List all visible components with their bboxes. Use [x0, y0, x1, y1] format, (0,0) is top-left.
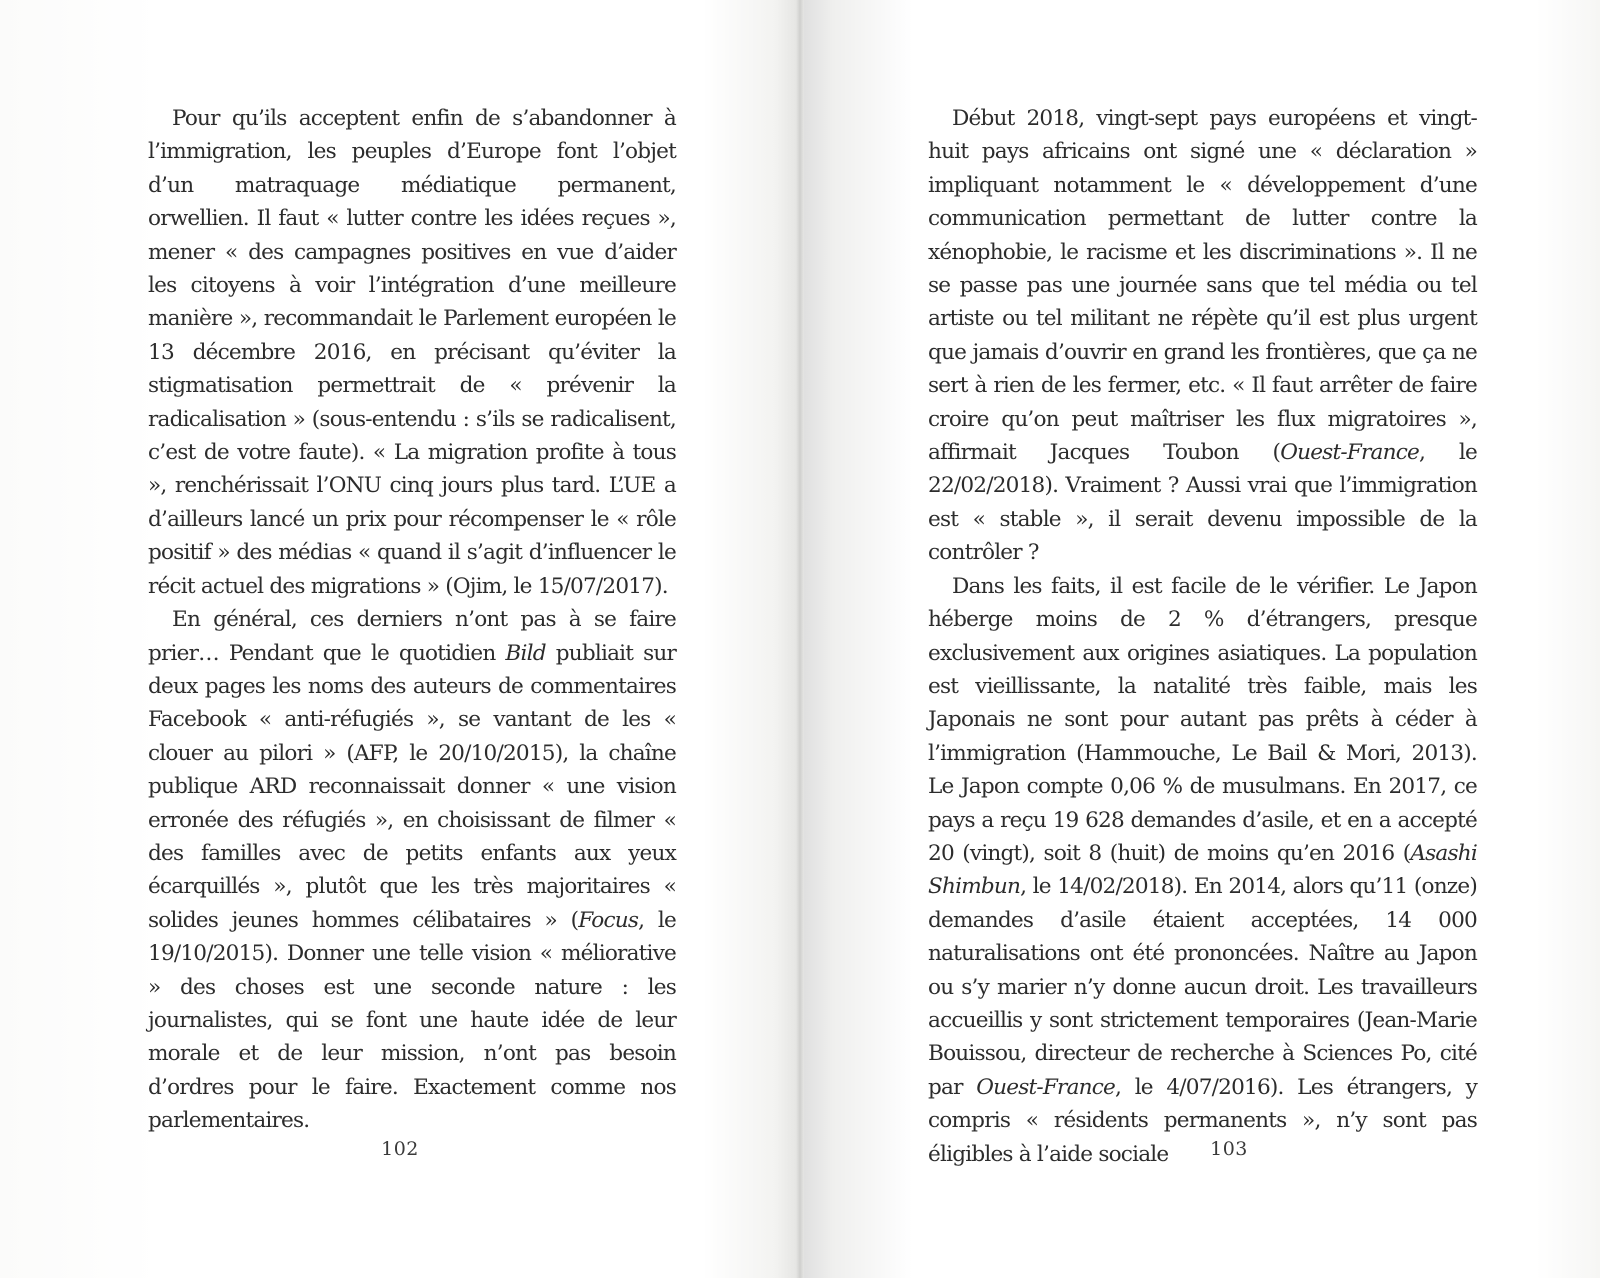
italic-citation: Asashi Shimbun	[928, 840, 1477, 900]
italic-citation: Ouest-France	[1280, 440, 1419, 466]
text-run: En général, ces derniers n’ont pas à se faire prier… Pendant que le quotidien	[148, 607, 676, 666]
italic-citation: Focus	[578, 907, 639, 933]
left-page-body	[148, 102, 676, 1138]
text-run: Début 2018, vingt-sept pays européens et vingt-huit pays africains ont signé une « déclaration » impliquant notamment le « développement d’une communication permettant de lutter contre la xénophobie, le racisme et les discriminations ». Il ne se passe pas une journée sans que tel média ou tel artiste ou tel militant ne répète qu’il est plus urgent que jamais d’ouvrir en grand les frontières, que ça ne sert à rien de les fermer, etc. « Il faut arrêter de faire croire qu’on peut maîtriser les flux migratoires », affirmait Jacques Toubon (	[928, 106, 1477, 466]
right-page-paragraph	[928, 102, 1477, 570]
text-run: , le 19/10/2015). Donner une telle vision « méliorative » des choses est une seconde nature : les journalistes, qui se font une haute idée de leur morale et de leur mission, n’ont pas besoin d’ordres pour le faire. Exactement comme nos parlementaires.	[148, 907, 676, 1134]
book-gutter	[796, 0, 804, 1278]
text-run: , le 14/02/2018). En 2014, alors qu’11 (onze) demandes d’asile étaient acceptées, 14 000 naturalisations ont été prononcées. Naître au Japon ou s’y marier n’y donne aucun droit. Les travailleurs accueillis y sont strictement temporaires (Jean-Marie Bouissou, directeur de recherche à Sciences Po, cité par	[928, 874, 1477, 1100]
right-page	[801, 0, 1600, 1278]
left-page-number: 102	[381, 1138, 419, 1160]
text-run: Pour qu’ils acceptent enfin de s’abandonner à l’immigration, les peuples d’Europe font l’objet d’un matraquage médiatique permanent, orwellien. Il faut « lutter contre les idées reçues », mener « des campagnes positives en vue d’aider les citoyens à voir l’intégration d’une meilleure manière », recommandait le Parlement européen le 13 décembre 2016, en précisant qu’éviter la stigmatisation permettrait de « prévenir la radicalisation » (sous-entendu : s’ils se radicalisent, c’est de votre faute). « La migration profite à tous », renchérissait l’ONU cinq jours plus tard. L’UE a d’ailleurs lancé un prix pour récompenser le « rôle positif » des médias « quand il s’agit d’influencer le récit actuel des migrations » (Ojim, le 15/07/2017).	[148, 106, 676, 599]
left-page	[0, 0, 799, 1278]
italic-citation: Ouest-France	[976, 1074, 1116, 1100]
left-page-paragraph	[148, 102, 676, 603]
text-run: Dans les faits, il est facile de le vérifier. Le Japon héberge moins de 2 % d’étrangers, presque exclusivement aux origines asiatiques. La population est vieillissante, la natalité très faible, mais les Japonais ne sont pour autant pas prêts à céder à l’immigration (Hammouche, Le Bail & Mori, 2013). Le Japon compte 0,06 % de musulmans. En 2017, ce pays a reçu 19 628 demandes d’asile, et en a accepté 20 (vingt), soit 8 (huit) de moins qu’en 2016 (	[928, 573, 1477, 866]
right-page-body	[928, 102, 1477, 1171]
italic-citation: Bild	[505, 640, 546, 666]
left-page-paragraph	[148, 603, 676, 1138]
right-page-number: 103	[1210, 1138, 1248, 1160]
text-run: , le 22/02/2018). Vraiment ? Aussi vrai que l’immigration est « stable », il serait devenu impossible de la contrôler ?	[928, 440, 1477, 566]
right-page-paragraph	[928, 570, 1477, 1171]
text-run: publiait sur deux pages les noms des auteurs de commentaires Facebook « anti-réfugiés », se vantant de les « clouer au pilori » (AFP, le 20/10/2015), la chaîne publique ARD reconnaissait donner « une vision erronée des réfugiés », en choisissant de filmer « des familles avec de petits enfants aux yeux écarquillés », plutôt que les très majoritaires « solides jeunes hommes célibataires » (	[148, 640, 676, 933]
text-run: , le 4/07/2016). Les étrangers, y compris « résidents permanents », n’y sont pas éligibles à l’aide sociale	[928, 1074, 1477, 1167]
